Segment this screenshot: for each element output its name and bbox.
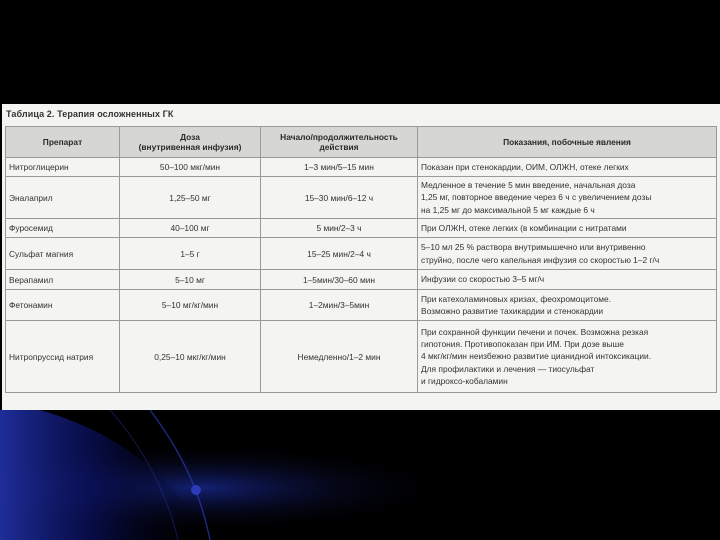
drug-cell: Нитроглицерин bbox=[6, 158, 120, 177]
onset-cell: 1–3 мин/5–15 мин bbox=[261, 158, 418, 177]
blue-bullet-dot bbox=[191, 485, 201, 495]
dose-cell: 40–100 мг bbox=[120, 219, 261, 238]
onset-cell: 5 мин/2–3 ч bbox=[261, 219, 418, 238]
notes-line: струйно, после чего капельная инфузия со скоростью 1–2 г/ч bbox=[421, 254, 660, 265]
header-dose-line2: (внутривенная инфузия) bbox=[138, 142, 242, 152]
dose-cell: 5–10 мг/кг/мин bbox=[120, 290, 261, 321]
drug-cell: Сульфат магния bbox=[6, 238, 120, 270]
table-row bbox=[6, 290, 717, 321]
notes-cell bbox=[418, 177, 717, 219]
notes-cell bbox=[418, 321, 717, 393]
notes-line: Возможно развитие тахикардии и стенокардии bbox=[421, 306, 604, 316]
notes-line: гипотония. Противопоказан при ИМ. При дозе выше bbox=[421, 339, 624, 350]
notes-line: Для профилактики и лечения — тиосульфат bbox=[421, 363, 595, 374]
notes-line: При катехоламиновых кризах, феохромоцитоме. bbox=[421, 293, 612, 304]
notes-line: Инфузии со скоростью 3–5 мг/ч bbox=[421, 274, 545, 285]
notes-line: 5–10 мл 25 % раствора внутримышечно или внутривенно bbox=[421, 242, 646, 253]
table-row bbox=[6, 238, 717, 270]
header-onset-line1: Начало/продолжительность bbox=[280, 132, 398, 142]
notes-cell bbox=[418, 270, 717, 290]
notes-cell bbox=[418, 158, 717, 177]
table-row bbox=[6, 270, 717, 290]
dose-cell: 5–10 мг bbox=[120, 270, 261, 290]
notes-line: 1,25 мг, повторное введение через 6 ч с увеличением дозы bbox=[421, 192, 652, 203]
slide-bottom-decoration bbox=[0, 410, 720, 540]
table-caption: Таблица 2. Терапия осложненных ГК bbox=[6, 109, 174, 119]
notes-line: на 1,25 мг до максимальной 5 мг каждые 6 ч bbox=[421, 204, 595, 215]
header-dose bbox=[120, 127, 261, 158]
drug-cell: Эналаприл bbox=[6, 177, 120, 219]
header-onset bbox=[261, 127, 418, 158]
table-row bbox=[6, 177, 717, 219]
therapy-table bbox=[5, 126, 717, 393]
table-row bbox=[6, 321, 717, 393]
onset-cell: 1–5мин/30–60 мин bbox=[261, 270, 418, 290]
header-onset-line2: действия bbox=[319, 142, 359, 152]
table-header-row bbox=[6, 127, 717, 158]
notes-line: и гидроксо-кобаламин bbox=[421, 375, 508, 386]
notes-line: 4 мкг/кг/мин неизбежно развитие цианидной интоксикации. bbox=[421, 351, 652, 362]
slide-top-band bbox=[0, 0, 720, 104]
table-row bbox=[6, 219, 717, 238]
drug-cell: Верапамил bbox=[6, 270, 120, 290]
dose-cell: 1,25–50 мг bbox=[120, 177, 261, 219]
notes-line: Показан при стенокардии, ОИМ, ОЛЖН, отеке легких bbox=[421, 161, 629, 172]
notes-line: При сохранной функции печени и почек. Возможна резкая bbox=[421, 326, 649, 337]
onset-cell: Немедленно/1–2 мин bbox=[261, 321, 418, 393]
dose-cell: 1–5 г bbox=[120, 238, 261, 270]
notes-line: Медленное в течение 5 мин введение, начальная доза bbox=[421, 180, 636, 191]
onset-cell: 1–2мин/3–5мин bbox=[261, 290, 418, 321]
notes-line: При ОЛЖН, отеке легких (в комбинации с нитратами bbox=[421, 222, 627, 233]
notes-cell bbox=[418, 219, 717, 238]
header-notes: Показания, побочные явления bbox=[418, 127, 717, 158]
drug-cell: Фуросемид bbox=[6, 219, 120, 238]
dose-cell: 0,25–10 мкг/кг/мин bbox=[120, 321, 261, 393]
drug-cell: Фетонамин bbox=[6, 290, 120, 321]
header-drug: Препарат bbox=[6, 127, 120, 158]
dose-cell: 50–100 мкг/мин bbox=[120, 158, 261, 177]
scanned-table-image bbox=[2, 104, 720, 410]
onset-cell: 15–25 мин/2–4 ч bbox=[261, 238, 418, 270]
notes-cell bbox=[418, 238, 717, 270]
onset-cell: 15–30 мин/6–12 ч bbox=[261, 177, 418, 219]
header-dose-line1: Доза bbox=[180, 132, 200, 142]
drug-cell: Нитропруссид натрия bbox=[6, 321, 120, 393]
table-row bbox=[6, 158, 717, 177]
notes-cell bbox=[418, 290, 717, 321]
